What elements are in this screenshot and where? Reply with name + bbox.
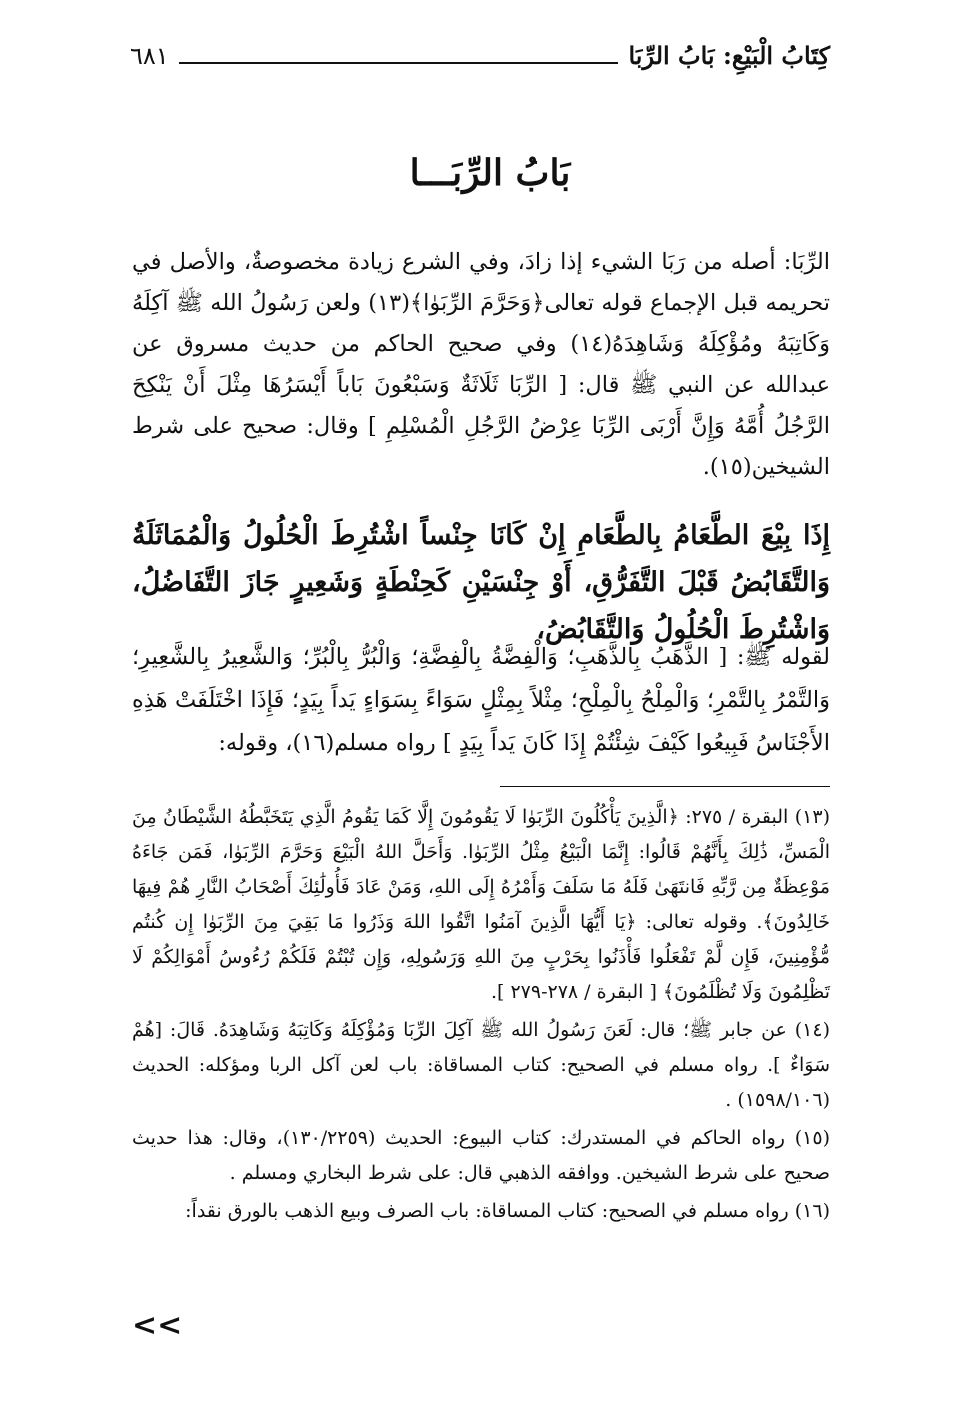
continuation-mark: <<	[132, 1308, 183, 1343]
footnote-15: (١٥) رواه الحاكم في المستدرك: كتاب البيوع: الحديث (١٣٠/٢٢٥٩)، وقال: هذا حديث صحيح على شرط الشيخين. ووافقه الذهبي قال: على شرط البخاري ومسلم .	[132, 1127, 830, 1184]
intro-paragraph: الرِّبَا: أصله من رَبَا الشيء إذا زادَ، وفي الشرع زيادة مخصوصةٌ، والأصل في تحريمه قبل الإجماع قوله تعالى﴿وَحَرَّمَ الرِّبَوٰا﴾(١٣) ولعن رَسُولُ الله ﷺ آكِلَهُ وَكَاتِبَهُ ومُؤْكِلَهُ وَشَاهِدَهُ(١٤) وفي صحيح الحاكم من حديث مسروق عن عبدالله عن النبي ﷺ قال: [ الرِّبَا ثَلَاثَةٌ وَسَبْعُونَ بَاباً أَيْسَرُهَا مِثْلَ أَنْ يَنْكِحَ الرَّجُلُ أُمَّهُ وَإِنَّ أَرْبَى الرِّبَا عِرْضُ الرَّجُلِ الْمُسْلِمِ ] وقال: صحيح على شرط الشيخين(١٥).	[132, 249, 830, 480]
footnote-13: (١٣) البقرة / ٢٧٥: ﴿الَّذِينَ يَأْكُلُونَ الرِّبَوٰا لَا يَقُومُونَ إِلَّا كَمَا يَقُومُ الَّذِي يَتَخَبَّطُهُ الشَّيْطَانُ مِنَ الْمَسِّ، ذَٰلِكَ بِأَنَّهُمْ قَالُوا: إِنَّمَا الْبَيْعُ مِثْلُ الرِّبَوٰا. وَأَحَلَّ اللهُ الْبَيْعَ وَحَرَّمَ الرِّبَوٰا، فَمَن جَاءَهُ مَوْعِظَةٌ مِن رَّبِّهِ فَانتَهَىٰ فَلَهُ مَا سَلَفَ وَأَمْرُهُ إِلَى اللهِ، وَمَنْ عَادَ فَأُولَٰئِكَ أَصْحَابُ النَّارِ هُمْ فِيهَا خَالِدُونَ﴾. وقوله تعالى: ﴿يَا أَيُّهَا الَّذِينَ آمَنُوا اتَّقُوا اللهَ وَذَرُوا مَا بَقِيَ مِنَ الرِّبَوٰا إِن كُنتُم مُّؤْمِنِينَ، فَإِن لَّمْ تَفْعَلُوا فَأْذَنُوا بِحَرْبٍ مِنَ اللهِ وَرَسُولِهِ، وَإِن تُبْتُمْ فَلَكُمْ رُءُوسُ أَمْوَالِكُمْ لَا تَظْلِمُونَ وَلَا تُظْلَمُونَ﴾ [ البقرة / ٢٧٨-٢٧٩ ].	[132, 806, 830, 1003]
footnote-divider	[500, 786, 830, 787]
footnote-16: (١٦) رواه مسلم في الصحيح: كتاب المساقاة: باب الصرف وبيع الذهب بالورق نقداً:	[185, 1200, 830, 1222]
header-rule	[179, 62, 619, 64]
page-number: ٦٨١	[130, 42, 169, 70]
footnote-14: (١٤) عن جابر ﷺ؛ قال: لَعَنَ رَسُولُ الله ﷺ آكِلَ الرِّبَا وَمُؤْكِلَهُ وَكَاتِبَهُ وَشَاهِدَهُ. قَالَ: [هُمْ سَوَاءٌ ]. رواه مسلم في الصحيح: كتاب المساقاة: باب لعن آكل الربا ومؤكله: الحديث (١٥٩٨/١٠٦) .	[132, 1019, 830, 1111]
page-header	[130, 28, 830, 72]
chapter-title: بَابُ الرِّبَـــا	[409, 152, 571, 194]
hadith-paragraph: لقوله ﷺ: [ الذَّهَبُ بِالذَّهَبِ؛ وَالْفِضَّةُ بِالْفِضَّةِ؛ وَالْبُرُّ بِالْبُرِّ؛ وَالشَّعِيرُ بِالشَّعِيرِ؛ وَالتَّمْرُ بِالتَّمْرِ؛ وَالْمِلْحُ بِالْمِلْحِ؛ مِثْلاً بِمِثْلٍ سَوَاءً بِسَوَاءٍ يَداً بِيَدٍ؛ فَإِذَا اخْتَلَفَتْ هَذِهِ الأَجْنَاسُ فَبِيعُوا كَيْفَ شِئْتُمْ إِذَا كَانَ يَداً بِيَدٍ ] رواه مسلم(١٦)، وقوله:	[132, 644, 830, 756]
footnotes-section	[132, 800, 830, 1232]
main-rule-text: إِذَا بِيْعَ الطَّعَامُ بِالطَّعَامِ إِنْ كَانَا جِنْساً اشْتُرِطَ الْحُلُولُ وَالْمُمَاثَلَةُ وَالتَّقَابُضُ قَبْلَ التَّفَرُّقِ، أَوْ جِنْسَيْنِ كَحِنْطَةٍ وَشَعِيرٍ جَازَ التَّفَاضُلُ، وَاشْتُرِطَ الْحُلُولُ وَالتَّقَابُضُ،	[132, 520, 830, 645]
running-title: كِتَابُ الْبَيْعِ: بَابُ الرِّبَا	[628, 41, 830, 70]
